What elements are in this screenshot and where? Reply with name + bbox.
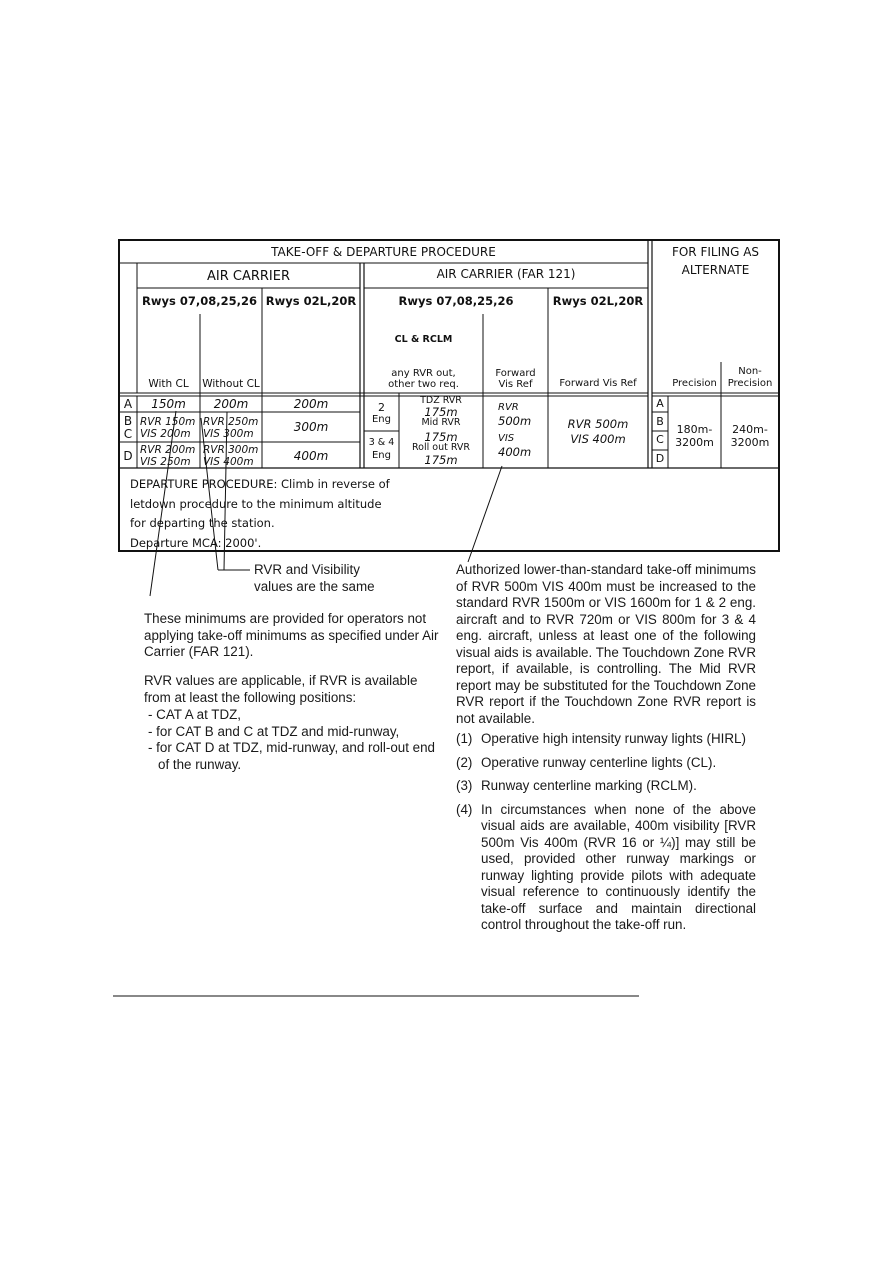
fwd-vis-rvr-value: 500m <box>498 414 532 428</box>
far-02l-vis: VIS 400m <box>570 432 626 446</box>
cat-d-without-cl-vis: VIS 400m <box>203 456 254 468</box>
cat-a-without-cl: 200m <box>213 397 249 411</box>
takeoff-departure-title: TAKE-OFF & DEPARTURE PROCEDURE <box>271 245 496 259</box>
alt-non-precision-value-1: 240m- <box>732 423 768 436</box>
alt-precision-value-2: 3200m <box>675 436 714 449</box>
visual-aid-item <box>456 802 756 934</box>
cat-bc-rwy-02l: 300m <box>293 420 329 434</box>
mid-rvr-value: 175m <box>424 430 458 444</box>
with-cl-header: With CL <box>148 378 189 390</box>
air-carrier-far121-heading: AIR CARRIER (FAR 121) <box>436 267 576 281</box>
air-carrier-heading: AIR CARRIER <box>206 269 290 284</box>
alt-cat-a: A <box>656 397 664 410</box>
fwd-vis-vis-label: VIS <box>498 433 515 444</box>
without-cl-header: Without CL <box>202 378 260 390</box>
cat-d-with-cl-vis: VIS 250m <box>140 456 191 468</box>
cat-d-with-cl-rvr: RVR 200m <box>140 444 196 456</box>
rvr-applicable-note: RVR values are applicable, if RVR is available from at least the following positions: <box>144 673 418 705</box>
rvr-visibility-same-line-1: RVR and Visibility <box>254 562 360 577</box>
forward-vis-label-2: Vis Ref <box>498 379 533 390</box>
departure-line-1: DEPARTURE PROCEDURE: Climb in reverse of <box>130 477 390 491</box>
rollout-rvr-label: Roll out RVR <box>411 442 471 453</box>
visual-aid-text: Operative high intensity runway lights (HIRL) <box>481 731 746 746</box>
three-four-eng-label-1: 3 & 4 <box>368 437 395 448</box>
rvr-visibility-same-line-2: values are the same <box>254 578 375 594</box>
alt-cat-c: C <box>656 433 664 446</box>
cat-c-label: C <box>123 427 133 441</box>
visual-aid-item <box>456 755 756 772</box>
cat-bc-without-cl-rvr: RVR 250m <box>203 416 259 428</box>
visual-aid-number: (2) <box>456 754 473 770</box>
far-02l-rvr: RVR 500m <box>567 417 629 431</box>
tdz-rvr-label: TDZ RVR <box>420 395 462 406</box>
cat-a-with-cl: 150m <box>151 397 186 411</box>
rwys-02l-20r-header: Rwys 02L,20R <box>265 294 357 308</box>
non-precision-header-2: Precision <box>727 378 773 389</box>
far-rwys-02l-20r-header: Rwys 02L,20R <box>552 294 644 308</box>
three-four-eng-label-2: Eng <box>371 450 391 461</box>
visual-aid-text: In circumstances when none of the above visual aids are available, 400m visibility [RVR 500m Vis 400m (RVR 16 or ¼)] may still be used, provided other runway markings or runway lighting provide pilots with adequate visual reference to continuously identify the take-off surface and maintain directional control throughout the take-off run. <box>481 801 756 932</box>
departure-procedure-text <box>130 475 390 553</box>
visual-aid-number: (4) <box>456 801 473 817</box>
visual-aid-text: Runway centerline marking (RCLM). <box>481 778 697 793</box>
forward-vis-ref-header: Forward Vis Ref <box>559 378 637 389</box>
filing-alternate-title-line2: ALTERNATE <box>681 263 750 277</box>
cat-a-rwy-02l: 200m <box>293 397 329 411</box>
cat-d-rwy-02l: 400m <box>293 449 329 463</box>
visual-aid-number: (3) <box>456 778 473 793</box>
alt-non-precision-value-2: 3200m <box>730 436 770 449</box>
cat-b-label: B <box>123 414 133 428</box>
operators-note: These minimums are provided for operators not applying take-off minimums as specified under Air Carrier (FAR 121). <box>144 611 439 659</box>
cl-rclm-label: CL & RCLM <box>394 334 453 345</box>
cat-position-item: - CAT A at TDZ, <box>148 707 242 722</box>
mid-rvr-label: Mid RVR <box>421 417 461 428</box>
alt-precision-value-1: 180m- <box>676 423 713 436</box>
cat-position-item: - for CAT B and C at TDZ and mid-runway, <box>148 723 400 739</box>
departure-line-4: Departure MCA: 2000'. <box>130 535 262 550</box>
alt-cat-b: B <box>656 415 664 428</box>
visual-aids-list <box>456 731 756 934</box>
fwd-vis-rvr-label: RVR <box>498 402 519 413</box>
cat-bc-with-cl-rvr: RVR 150m <box>140 416 196 428</box>
cat-d-without-cl-rvr: RVR 300m <box>203 444 259 456</box>
rvr-visibility-same-note <box>254 562 375 595</box>
cat-position-item: - for CAT D at TDZ, mid-runway, and roll-out end of the runway. <box>148 740 436 772</box>
cat-a-label: A <box>123 397 133 411</box>
filing-alternate-title-line1: FOR FILING AS <box>671 245 760 259</box>
precision-header: Precision <box>672 378 717 389</box>
cat-bc-without-cl-vis: VIS 300m <box>203 428 254 440</box>
cat-positions-list <box>148 707 440 773</box>
two-eng-label-2: Eng <box>371 414 391 425</box>
authorized-minimums-note: Authorized lower-than-standard take-off minimums of RVR 500m VIS 400m must be increased to the standard RVR 1500m or VIS 1600m for 1 & 2 eng. aircraft and to RVR 720m or VIS 800m for 3 & 4 eng. aircraft, unless at least one of the following visual aids is available. The Touchdown Zone RVR report, if available, is controlling. The Mid RVR report may be substituted for the Touchdown Zone RVR report if the Touchdown Zone RVR report is not available. <box>456 562 756 726</box>
visual-aid-text: Operative runway centerline lights (CL). <box>481 754 717 770</box>
rollout-rvr-value: 175m <box>424 453 458 467</box>
alt-cat-d: D <box>655 452 665 465</box>
tdz-rvr-value: 175m <box>424 405 458 419</box>
visual-aid-item <box>456 731 756 748</box>
cat-d-label: D <box>123 449 133 463</box>
visual-aid-item <box>456 778 756 795</box>
forward-vis-label-1: Forward <box>495 368 536 379</box>
other-two-req-label: other two req. <box>388 379 459 390</box>
cat-bc-with-cl-vis: VIS 200m <box>140 428 191 440</box>
far-rwys-07-08-25-26-header: Rwys 07,08,25,26 <box>398 294 514 308</box>
visual-aid-number: (1) <box>456 731 473 746</box>
any-rvr-out-label: any RVR out, <box>391 368 456 379</box>
two-eng-label-1: 2 <box>378 401 385 414</box>
fwd-vis-vis-value: 400m <box>498 445 532 459</box>
rwys-07-08-25-26-header: Rwys 07,08,25,26 <box>142 294 257 308</box>
departure-line-2: letdown procedure to the minimum altitude <box>130 496 382 511</box>
non-precision-header-1: Non- <box>738 366 762 377</box>
departure-line-3: for departing the station. <box>130 516 275 530</box>
